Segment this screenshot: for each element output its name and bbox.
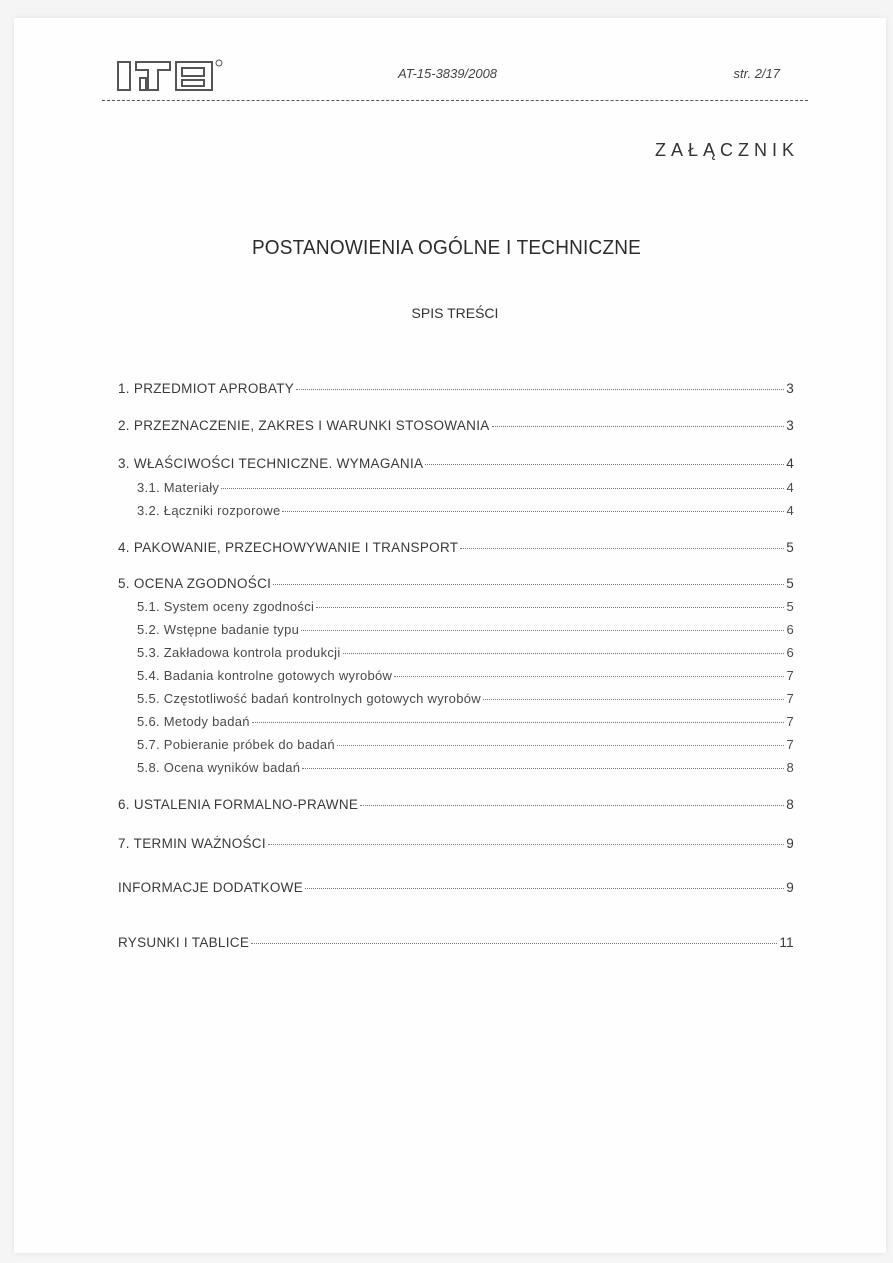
toc-item[interactable]: INFORMACJE DODATKOWE 9 — [118, 880, 794, 895]
toc-item[interactable]: RYSUNKI I TABLICE 11 — [118, 935, 794, 950]
toc-item[interactable]: 5.4. Badania kontrolne gotowych wyrobów 7 — [137, 668, 794, 683]
toc-item[interactable]: 5.3. Zakładowa kontrola produkcji 6 — [137, 645, 794, 660]
toc-heading: SPIS TREŚCI — [411, 305, 499, 321]
toc-item[interactable]: 3. WŁAŚCIWOŚCI TECHNICZNE. WYMAGANIA 4 — [118, 456, 794, 471]
toc-item[interactable]: 7. TERMIN WAŻNOŚCI 9 — [118, 836, 794, 851]
page-number: str. 2/17 — [733, 66, 780, 81]
toc-item[interactable]: 5.5. Częstotliwość badań kontrolnych gotowych wyrobów 7 — [137, 691, 794, 706]
toc-item[interactable]: 5.2. Wstępne badanie typu 6 — [137, 622, 794, 637]
toc-item[interactable]: 5.8. Ocena wyników badań 8 — [137, 760, 794, 775]
toc-item[interactable]: 3.2. Łączniki rozporowe 4 — [137, 503, 794, 518]
toc-item[interactable]: 4. PAKOWANIE, PRZECHOWYWANIE I TRANSPORT 5 — [118, 540, 794, 555]
document-title: POSTANOWIENIA OGÓLNE I TECHNICZNE — [251, 237, 642, 260]
document-code: AT-15-3839/2008 — [398, 66, 498, 81]
toc-item[interactable]: 5.6. Metody badań 7 — [137, 714, 794, 729]
toc-item[interactable]: 6. USTALENIA FORMALNO-PRAWNE 8 — [118, 797, 794, 812]
toc-item[interactable]: 2. PRZEZNACZENIE, ZAKRES I WARUNKI STOSOWANIA 3 — [118, 418, 794, 433]
toc-item[interactable]: 3.1. Materiały 4 — [137, 480, 794, 495]
toc-item[interactable]: 5. OCENA ZGODNOŚCI 5 — [118, 576, 794, 591]
toc-item[interactable]: 5.1. System oceny zgodności 5 — [137, 599, 794, 614]
annex-label: ZAŁĄCZNIK — [654, 140, 799, 160]
itb-logo-icon — [116, 58, 224, 94]
toc-item[interactable]: 5.7. Pobieranie próbek do badań 7 — [137, 737, 794, 752]
page-header — [102, 52, 808, 101]
toc-item[interactable]: 1. PRZEDMIOT APROBATY 3 — [118, 381, 794, 396]
